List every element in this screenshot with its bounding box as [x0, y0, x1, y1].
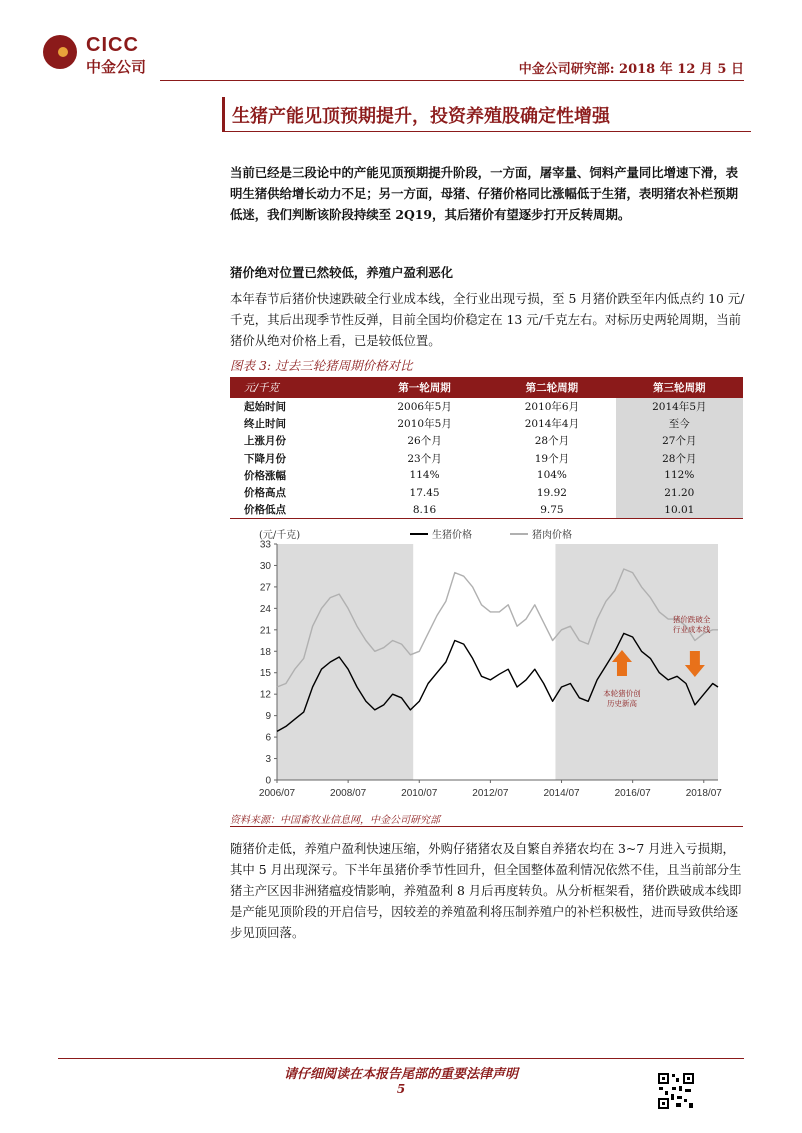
table-cell: 10.01	[616, 501, 743, 519]
y-tick-label: 27	[259, 582, 271, 594]
table-row	[230, 501, 743, 519]
pig-price-chart	[230, 522, 743, 807]
table-cell: 2014年4月	[524, 418, 580, 431]
y-tick-label: 3	[265, 754, 271, 766]
table-row	[230, 398, 743, 415]
table-cell: 9.75	[488, 501, 615, 519]
table-cell: 28个月	[534, 435, 570, 448]
y-tick-label: 18	[259, 646, 271, 658]
shaded-period	[277, 544, 413, 780]
row-label: 上涨月份	[244, 435, 286, 448]
table-cell: 27个月	[616, 432, 743, 449]
table-unit: 元/千克	[230, 377, 361, 398]
header-divider	[160, 80, 744, 81]
table-cell: 2006年5月	[397, 401, 452, 414]
legal-notice: 请仔细阅读在本报告尾部的重要法律声明	[283, 1067, 518, 1082]
table-cell: 26个月	[407, 435, 442, 448]
y-tick-label: 15	[259, 668, 271, 680]
table-row	[230, 432, 743, 449]
table-cell: 2010年6月	[524, 401, 580, 414]
table-row	[230, 450, 743, 467]
table-row	[230, 467, 743, 484]
table-row	[230, 415, 743, 432]
source-divider	[230, 826, 743, 827]
figure-title: 图表 3: 过去三轮猪周期价格对比	[230, 358, 413, 373]
legend-label: 生猪价格	[432, 530, 472, 541]
table-cell: 17.45	[409, 486, 440, 499]
row-label: 起始时间	[244, 401, 286, 414]
table-header: 第三轮周期	[616, 377, 743, 398]
x-tick-label: 2014/07	[543, 788, 580, 799]
y-tick-label: 0	[265, 775, 271, 787]
annotation-label: 本轮猪价创历史新高	[603, 689, 641, 708]
table-cell: 104%	[536, 469, 567, 482]
x-tick-label: 2010/07	[401, 788, 438, 799]
paragraph-2: 随猪价走低，养殖户盈利快速压缩，外购仔猪猪农及自繁自养猪农均在 3~7 月进入亏损期，其中 5 月出现深亏。下半年虽猪价季节性回升，但全国整体盈利情况依然不佳，且当前部分生猪主产区因非洲猪瘟疫情影响，养殖盈利 8 月后再度转负。从分析框架看，猪价跌破成本线即是产能见顶阶段的开启信号，因较差的养殖盈利将压制养殖户的补栏积极性，进而导致供给逐步见顶回落。	[230, 841, 742, 940]
table-cell: 23个月	[407, 452, 442, 465]
y-tick-label: 24	[259, 603, 271, 615]
table-cell: 28个月	[616, 450, 743, 467]
section-heading: 猪价绝对位置已然较低，养殖户盈利恶化	[230, 265, 454, 280]
y-tick-label: 12	[259, 689, 271, 701]
table-cell: 19个月	[534, 452, 570, 465]
x-tick-label: 2016/07	[614, 788, 651, 799]
footer-divider	[58, 1058, 744, 1059]
table-cell: 8.16	[361, 501, 488, 519]
x-tick-label: 2006/07	[258, 788, 296, 799]
y-tick-label: 21	[259, 625, 271, 637]
x-tick-label: 2012/07	[472, 788, 509, 799]
cicc-logo-icon	[42, 34, 78, 70]
report-date: 中金公司研究部: 2018 年 12 月 5 日	[518, 62, 744, 77]
x-tick-label: 2018/07	[685, 788, 722, 799]
y-tick-label: 33	[259, 539, 271, 551]
paragraph-1: 本年春节后猪价快速跌破全行业成本线，全行业出现亏损，至 5 月猪价跌至年内低点约 10 元/千克，其后出现季节性反弹，目前全国均价稳定在 13 元/千克左右。对标历史两轮周期，当前猪价从绝对价格上看，已是较低位置。	[230, 291, 745, 348]
intro-paragraph: 当前已经是三段论中的产能见顶预期提升阶段，一方面，屠宰量、饲料产量同比增速下滑，表明生猪供给增长动力不足；另一方面，母猪、仔猪价格同比涨幅低于生猪，表明猪农补栏预期低迷，我们判断该阶段持续至 2Q19，其后猪价有望逐步打开反转周期。	[230, 165, 739, 222]
y-tick-label: 30	[259, 560, 271, 572]
row-label: 价格涨幅	[244, 469, 286, 482]
qr-code-icon	[657, 1072, 695, 1110]
table-cell: 21.20	[616, 484, 743, 501]
table-cell: 2014年5月	[616, 398, 743, 415]
table-header: 第二轮周期	[488, 377, 615, 398]
table-header: 第一轮周期	[361, 377, 488, 398]
page-title: 生猪产能见顶预期提升，投资养殖股确定性增强	[232, 106, 610, 127]
y-tick-label: 9	[265, 711, 271, 723]
table-cell: 114%	[409, 469, 440, 482]
row-label: 下降月份	[244, 452, 286, 465]
logo-text-en: CICC	[86, 34, 139, 56]
page-number: 5	[396, 1082, 406, 1096]
source-note: 资料来源：中国畜牧业信息网，中金公司研究部	[230, 815, 440, 826]
y-axis-label: (元/千克)	[259, 530, 301, 541]
annotation-label: 猪价跌破全行业成本线	[672, 615, 711, 634]
y-tick-label: 6	[265, 732, 271, 744]
table-cell: 至今	[616, 415, 743, 432]
row-label: 终止时间	[244, 418, 286, 431]
x-tick-label: 2008/07	[330, 788, 367, 799]
table-cell: 2010年5月	[397, 418, 452, 431]
row-label: 价格高点	[244, 487, 286, 500]
table-header-row	[230, 377, 743, 398]
cycle-comparison-table	[230, 377, 743, 519]
table-row	[230, 484, 743, 501]
legend-label: 猪肉价格	[532, 530, 572, 541]
logo-text-cn: 中金公司	[86, 58, 147, 76]
row-label: 价格低点	[230, 501, 361, 519]
table-cell: 112%	[616, 467, 743, 484]
table-cell: 19.92	[536, 486, 567, 499]
